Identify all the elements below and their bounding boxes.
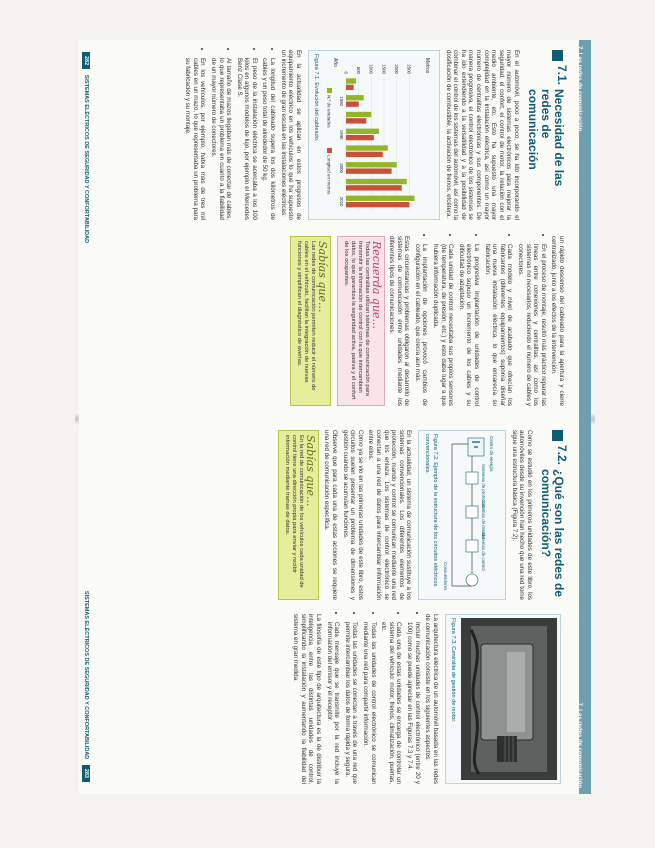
right-header-text: 7. Las redes de comunicación <box>576 702 582 788</box>
chart-bar <box>346 85 354 90</box>
list-item: • Incluir muchas unidades de control electrónico (entre 20 y 100) como se puede apreciar en las Figuras 7.3 y 7.4. <box>405 622 420 784</box>
chart-bar <box>346 168 392 173</box>
sabias-text: Las redes de comunicación permiten reducir el número de cables en el vehículo, facilitan la integración de nuevas funciones y simplifican el diagnóstico de averías. <box>296 241 317 391</box>
switch-icon <box>466 506 478 518</box>
fuse-icon <box>466 472 478 484</box>
bullet-list <box>325 614 421 784</box>
sabias-box-right <box>278 430 319 600</box>
left-column-1 <box>181 50 569 220</box>
section-number: 7.2. <box>555 445 569 466</box>
chart-bar <box>346 179 407 184</box>
diagram-label: Sistemas de protección <box>481 464 487 510</box>
sabias-title: Sabías que... <box>315 241 329 313</box>
list-item: • La implantación de opciones provocó cambios de configuración en el cableado, que crecía aún más. <box>413 244 428 406</box>
bullet-list-1 <box>184 50 277 220</box>
figure-7-2 <box>418 430 506 600</box>
diagram-label: Consumidores <box>443 562 449 591</box>
sabias-title: Sabías que... <box>303 435 317 507</box>
chart-xtick-label: 1990 <box>339 129 345 140</box>
para-1: En la actualidad, un sistema de comunicación sustituye a los sistemas convencionales. Los diferentes elementos de protección, mando y control se comunican mediante una red que los enlaza. Los sistemas de control electrónico se conectan a una red de datos para intercambiar información entre ellos. <box>367 430 413 600</box>
chart-ytick-label: 1000 <box>368 64 374 74</box>
page-number: 283 <box>82 765 90 782</box>
figure-7-3 <box>445 614 561 784</box>
footer-text: SISTEMAS ELÉCTRICOS DE SEGURIDAD Y CONFORTABILIDAD <box>83 590 89 760</box>
chart-xtick-label: 1980 <box>339 96 345 107</box>
left-header-bar <box>576 40 591 418</box>
relay-icon <box>466 540 478 552</box>
chart-ytick-label: 1500 <box>381 64 387 74</box>
ecu-photo <box>461 618 557 780</box>
chart-bar <box>346 196 414 201</box>
para-2: En la actualidad se aplican en estos progresos de equipamiento eléctrico en los vehículos lo que ha supuesto un incremento de gran escala en las instalaciones eléctricas: <box>279 50 302 220</box>
chart-bar <box>346 152 383 157</box>
right-footer <box>83 591 89 786</box>
list-item: • Cada unidad de control necesitaba sus propios sensores (de temperatura, de presión, etc.) y esto daba lugar a que hubiera información duplicada. <box>432 244 455 406</box>
chart-ytick-label: 500 <box>356 66 362 74</box>
list-item: • Cada modelo y nivel de acabado que ofrecían los fabricantes (diferentes equipamientos) suponía diseñar una nueva instalación eléctrica, lo que encarecía su fabricación. <box>483 244 513 406</box>
para-3: Observe que para cada una de estas acciones se requiere una red de comunicación específica. <box>323 430 339 600</box>
left-page <box>79 40 591 418</box>
legend-label-length: Longitud en metros <box>326 155 332 195</box>
chart-ytick-label: 2500 <box>406 64 412 74</box>
chart-ytick-label: 0 <box>343 71 349 74</box>
section-square-icon <box>552 430 563 441</box>
chart-bar <box>346 185 402 190</box>
figure-7-1-caption: Figura 7.1. Evolución del cableado. <box>313 54 320 142</box>
lamp-icon <box>466 574 478 586</box>
chart-bar <box>346 202 409 207</box>
intro-paragraph: Como se estudió en los primeros unidades de este libro, los automóviles desde su invención han hecho que una red tome sigue una estructura básica (Figura 7.2). <box>510 430 533 600</box>
chart-xtick-label: 2000 <box>339 163 345 174</box>
legend-swatch-units <box>327 88 332 93</box>
section-heading-7-1 <box>526 50 569 220</box>
chart-bar <box>346 95 364 100</box>
diagram-label: Sistemas de mando <box>481 500 487 539</box>
chart-ytick-label: 2000 <box>394 64 400 74</box>
section-square-icon <box>552 50 563 61</box>
chart-bar <box>346 145 388 150</box>
section-title: Necesidad de las redes de comunicación <box>526 89 566 187</box>
list-item: • Al tamaño de mazos llegaban más de conectar de cables, lo que representaba un problema en cuanto a la fiabilidad de un mayor número de conectores. <box>209 58 232 220</box>
sabias-text: En la red de comunicación de los vehículos cada unidad de control tiene una dirección propia para enviar y recibir información mediante tramas de datos. <box>284 435 305 588</box>
chart-bar <box>346 135 374 140</box>
list-item: • En el proceso de montaje, resultó más práctico reparar las líneas entre conexiones y centralitas, así como los sistemas no necesarios, reduciendo el número de cables y conectores. <box>516 244 546 406</box>
circuit-diagram <box>442 434 502 596</box>
legend-swatch-length <box>327 148 332 153</box>
list-item: • Todas las unidades se conectan a través de una red que permite intercambiar los datos de forma rápida y segura. <box>343 622 358 784</box>
list-item: • Todas las unidades de control electrónico se comunican mediante una red para compartir información. <box>361 622 376 784</box>
column-2-paragraph: Estas circunstancias y problemas obligaron al desarrollo de sistemas de comunicación entre unidades mediante los diferentes tipos de comunicaciones. <box>388 236 411 406</box>
column-2-intro: un rápido descenso del cableado para la apertura y cierre centralizado, junto a los efectos de la intervención. <box>550 236 565 406</box>
section-title: ¿Qué son las redes de comunicación? <box>539 469 566 598</box>
chart-bar <box>346 112 371 117</box>
left-footer <box>83 48 89 243</box>
right-column-1 <box>278 430 569 600</box>
chart-xlabel: Año <box>332 58 339 67</box>
chart-bar <box>346 78 356 83</box>
right-page <box>79 418 591 794</box>
list-item: • El peso de la instalación eléctrica se acercaba a los 100 kilos en algunos modelos de lujo, por ejemplo el Mercedes Benz Clase S. <box>235 58 258 220</box>
figure-7-3-caption: Figura 7.3. Centralita de gestión de motor. <box>450 618 457 723</box>
chart-bar <box>346 129 379 134</box>
chart-ylabel: Metros <box>424 58 431 74</box>
recuerda-title: Recuerda que... <box>369 241 383 330</box>
diagram-label: Centro de energía <box>489 436 495 472</box>
list-item: • La progresiva implantación de unidades de control electrónico supuso un incremento de los cables y su dificultad de adaptación. <box>457 244 480 406</box>
page-number: 282 <box>82 52 90 69</box>
wiring-chart <box>324 54 436 216</box>
chart-xtick-label: 2010 <box>339 196 345 207</box>
column-2-paragraph: La filosofía de este tipo de arquitectura es la de distribuir la inteligencia entre las distintas unidades de control, simplificando la instalación y aumentando la fiabilidad del sistema en gran medida. <box>292 614 323 784</box>
list-item: • En los vehículos, por ejemplo, había más de tres mil cables en un mazo, lo que representaba un problema para su fabricación y su montaje. <box>184 58 207 220</box>
section-number: 7.1. <box>555 65 569 86</box>
intro-paragraph: En el automóvil, poco a poco, se ha ido incorporando el mayor número de sistemas electrónicos para mejorar la seguridad, el confort, el control de motor, la relación con el medio ambiente, etc. Esto ha supuesto una mayor complejidad en la instalación eléctrica, así como un mayor número de centralitas electrónicas y sus componentes. De manera progresiva, el control electrónico de los sistemas se ha ido extendiendo a la versatilidad y a la posibilidad de combinar el control de los sistemas del automóvil, así como la dosificación de combustible, la activación de frenos, etcétera. <box>444 50 520 220</box>
sabias-box-left <box>290 236 331 406</box>
figure-7-2-caption: Figura 7.2. Ejemplo de la estructura de los circuitos eléctricos convencionales. <box>424 434 438 587</box>
recuerda-box <box>337 236 385 406</box>
list-item: • Cada una de estas unidades se encarga de controlar un sistema del vehículo: motor, frenos, climatización, puertas, etc. <box>380 622 403 784</box>
footer-text: SISTEMAS ELÉCTRICOS DE SEGURIDAD Y CONFORTABILIDAD <box>83 74 89 244</box>
diagram-label: Sistemas de control <box>481 532 487 571</box>
left-column-2 <box>290 236 565 406</box>
left-header-text: 7. Las redes de comunicación <box>576 46 582 132</box>
list-item: • Cada mensaje que se transmite por la red incluye la información del emisor y el receptor. <box>325 622 340 784</box>
section-heading-7-2 <box>539 430 569 600</box>
chart-bar <box>346 118 366 123</box>
bullet-list-2 <box>413 236 547 406</box>
right-header-bar <box>576 418 591 794</box>
legend-label-units: N.º de unidades <box>326 95 332 128</box>
chart-bar <box>346 162 397 167</box>
para-2: Como ya se vio en las primeras unidades de este libro, estos circuitos suelen presentar un problema de dimensiones y gestión cuando se acumulan funciones. <box>341 430 364 600</box>
column-2-intro: La arquitectura eléctrica de un automóvil basada en las redes de comunicación consiste en los siguientes aspectos: <box>424 614 439 784</box>
chart-bar <box>346 101 359 106</box>
list-item: • La longitud del cableado supera los dos kilómetros de cables y un peso total de alrededor de 50 kg. <box>261 58 276 220</box>
right-column-2 <box>289 614 565 784</box>
recuerda-text: Todas las centralitas utilizan sistemas de comunicación para transmitir la información de control con la que intercambian datos, lo que garantiza la seguridad activa, pasiva y el confort de los ocupantes. <box>342 241 370 400</box>
figure-7-1 <box>308 50 440 220</box>
